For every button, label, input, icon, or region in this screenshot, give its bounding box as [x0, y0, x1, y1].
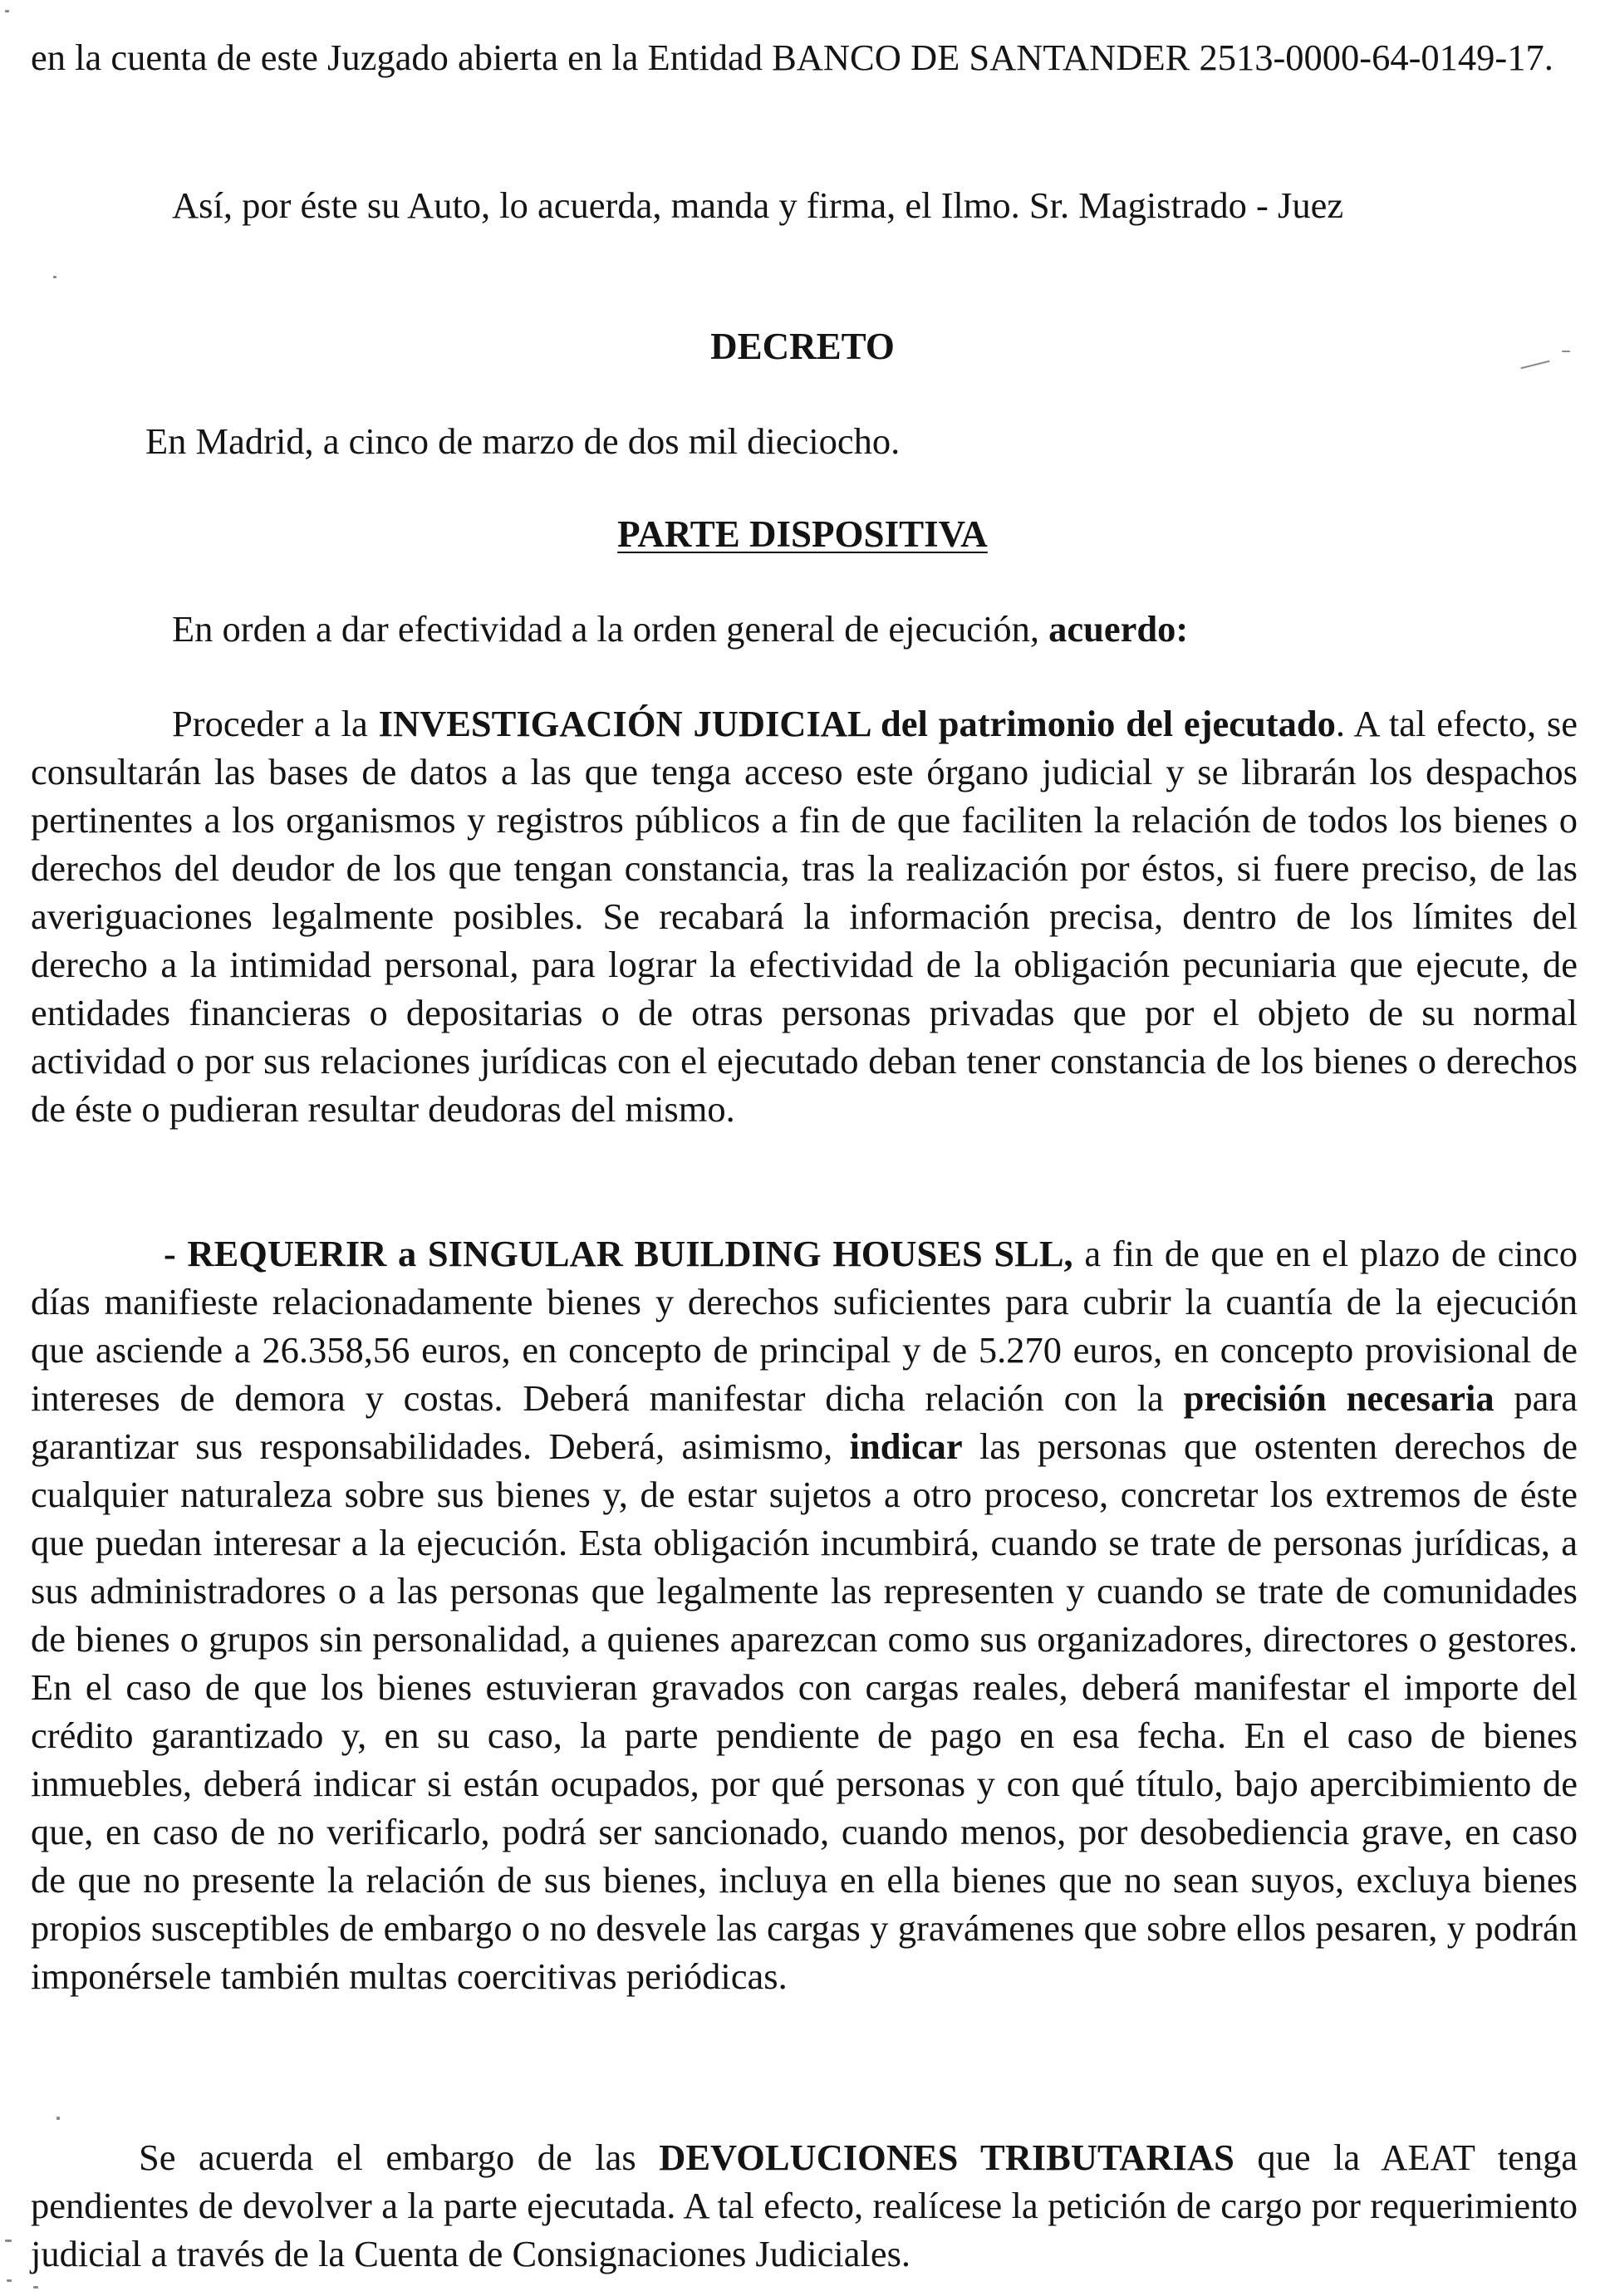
paragraph-investigacion [31, 699, 1578, 1133]
date-text: En Madrid, a cinco de marzo de dos mil dieciocho. [145, 420, 901, 462]
scan-mark [7, 2279, 12, 2282]
paragraph-date [145, 417, 1558, 465]
investigacion-lead: Proceder a la [172, 703, 368, 744]
scan-mark [1562, 351, 1570, 352]
orden-text: En orden a dar efectividad a la orden general de ejecución, [172, 608, 1039, 650]
account-text: en la cuenta de este Juzgado abierta en la Entidad BANCO DE SANTANDER 2513-0000-64-0149-17. [31, 37, 1553, 78]
heading-parte-dispositiva-text: PARTE DISPOSITIVA [617, 513, 988, 555]
heading-decreto-text: DECRETO [710, 326, 895, 367]
scan-mark [56, 2117, 60, 2120]
requerir-bold-party: - REQUERIR a SINGULAR BUILDING HOUSES SLL, [164, 1233, 1073, 1274]
orden-bold: acuerdo: [1048, 608, 1189, 650]
scan-mark [33, 2286, 38, 2289]
signature-line-text: Así, por éste su Auto, lo acuerda, manda y firma, el Ilmo. Sr. Magistrado - Juez [172, 184, 1344, 226]
investigacion-bold: INVESTIGACIÓN JUDICIAL del patrimonio del ejecutado [378, 703, 1336, 744]
embargo-text-2: que la AEAT tenga pendientes de devolver a la parte ejecutada. A tal efecto, realícese la petición de cargo por requerimiento judicial a través de la Cuenta de Consignaciones Judiciales. [31, 2137, 1578, 2274]
scan-mark [5, 2240, 12, 2242]
embargo-text-1: Se acuerda el embargo de las [139, 2137, 660, 2178]
heading-parte-dispositiva [0, 510, 1605, 558]
paragraph-signature-line [172, 181, 1584, 229]
requerir-bold-indicar: indicar [849, 1425, 963, 1467]
embargo-bold: DEVOLUCIONES TRIBUTARIAS [659, 2137, 1234, 2178]
paragraph-requerir [31, 1229, 1578, 2000]
requerir-text-2: para garantizar sus responsabilidades. Deberá, asimismo, [31, 1377, 1578, 1467]
requerir-text-3: las personas que ostenten derechos de cualquier naturaleza sobre sus bienes y, de estar sujetos a otro proceso, concretar los extremos de éste que puedan interesar a la ejecución. Esta obligación incumbirá, cuando se trate de personas jurídicas, a sus administradores o a las personas que legalmente las representen y cuando se trate de comunidades de bienes o grupos sin personalidad, a quienes aparezcan como sus organizadores, directores o gestores. En el caso de que los bienes estuvieran gravados con cargas reales, deberá manifestar el importe del crédito garantizado y, en su caso, la parte pendiente de pago en esa fecha. En el caso de bienes inmuebles, deberá indicar si están ocupados, por qué personas y con qué título, bajo apercibimiento de que, en caso de no verificarlo, podrá ser sancionado, cuando menos, por desobediencia grave, en caso de que no presente la relación de sus bienes, incluya en ella bienes que no sean suyos, excluya bienes propios susceptibles de embargo o no desvele las cargas y gravámenes que sobre ellos pesaren, y podrán imponérsele también multas coercitivas periódicas. [31, 1425, 1578, 1997]
requerir-text-1: a fin de que en el plazo de cinco días manifieste relacionadamente bienes y derechos suficientes para cubrir la cuantía de la ejecución que asciende a 26.358,56 euros, en concepto de principal y de 5.270 euros, en concepto provisional de intereses de demora y costas. Deberá manifestar dicha relación con la [31, 1233, 1578, 1419]
paragraph-orden [172, 605, 1584, 653]
paragraph-embargo [31, 2133, 1578, 2278]
investigacion-rest: . A tal efecto, se consultarán las bases de datos a las que tenga acceso este órgano judicial y se librarán los despachos pertinentes a los organismos y registros públicos a fin de que faciliten la relación de todos los bienes o derechos del deudor de los que tengan constancia, tras la realización por éstos, si fuere preciso, de las averiguaciones legalmente posibles. Se recabará la información precisa, dentro de los límites del derecho a la intimidad personal, para lograr la efectividad de la obligación pecuniaria que ejecute, de entidades financieras o depositarias o de otras personas privadas que por el objeto de su normal actividad o por sus relaciones jurídicas con el ejecutado deban tener constancia de los bienes o derechos de éste o pudieran resultar deudoras del mismo. [31, 703, 1578, 1130]
paragraph-account [31, 33, 1578, 81]
heading-decreto [0, 322, 1605, 370]
scan-mark [5, 10, 9, 12]
scan-mark [53, 276, 56, 278]
requerir-bold-precision: precisión necesaria [1183, 1377, 1495, 1419]
